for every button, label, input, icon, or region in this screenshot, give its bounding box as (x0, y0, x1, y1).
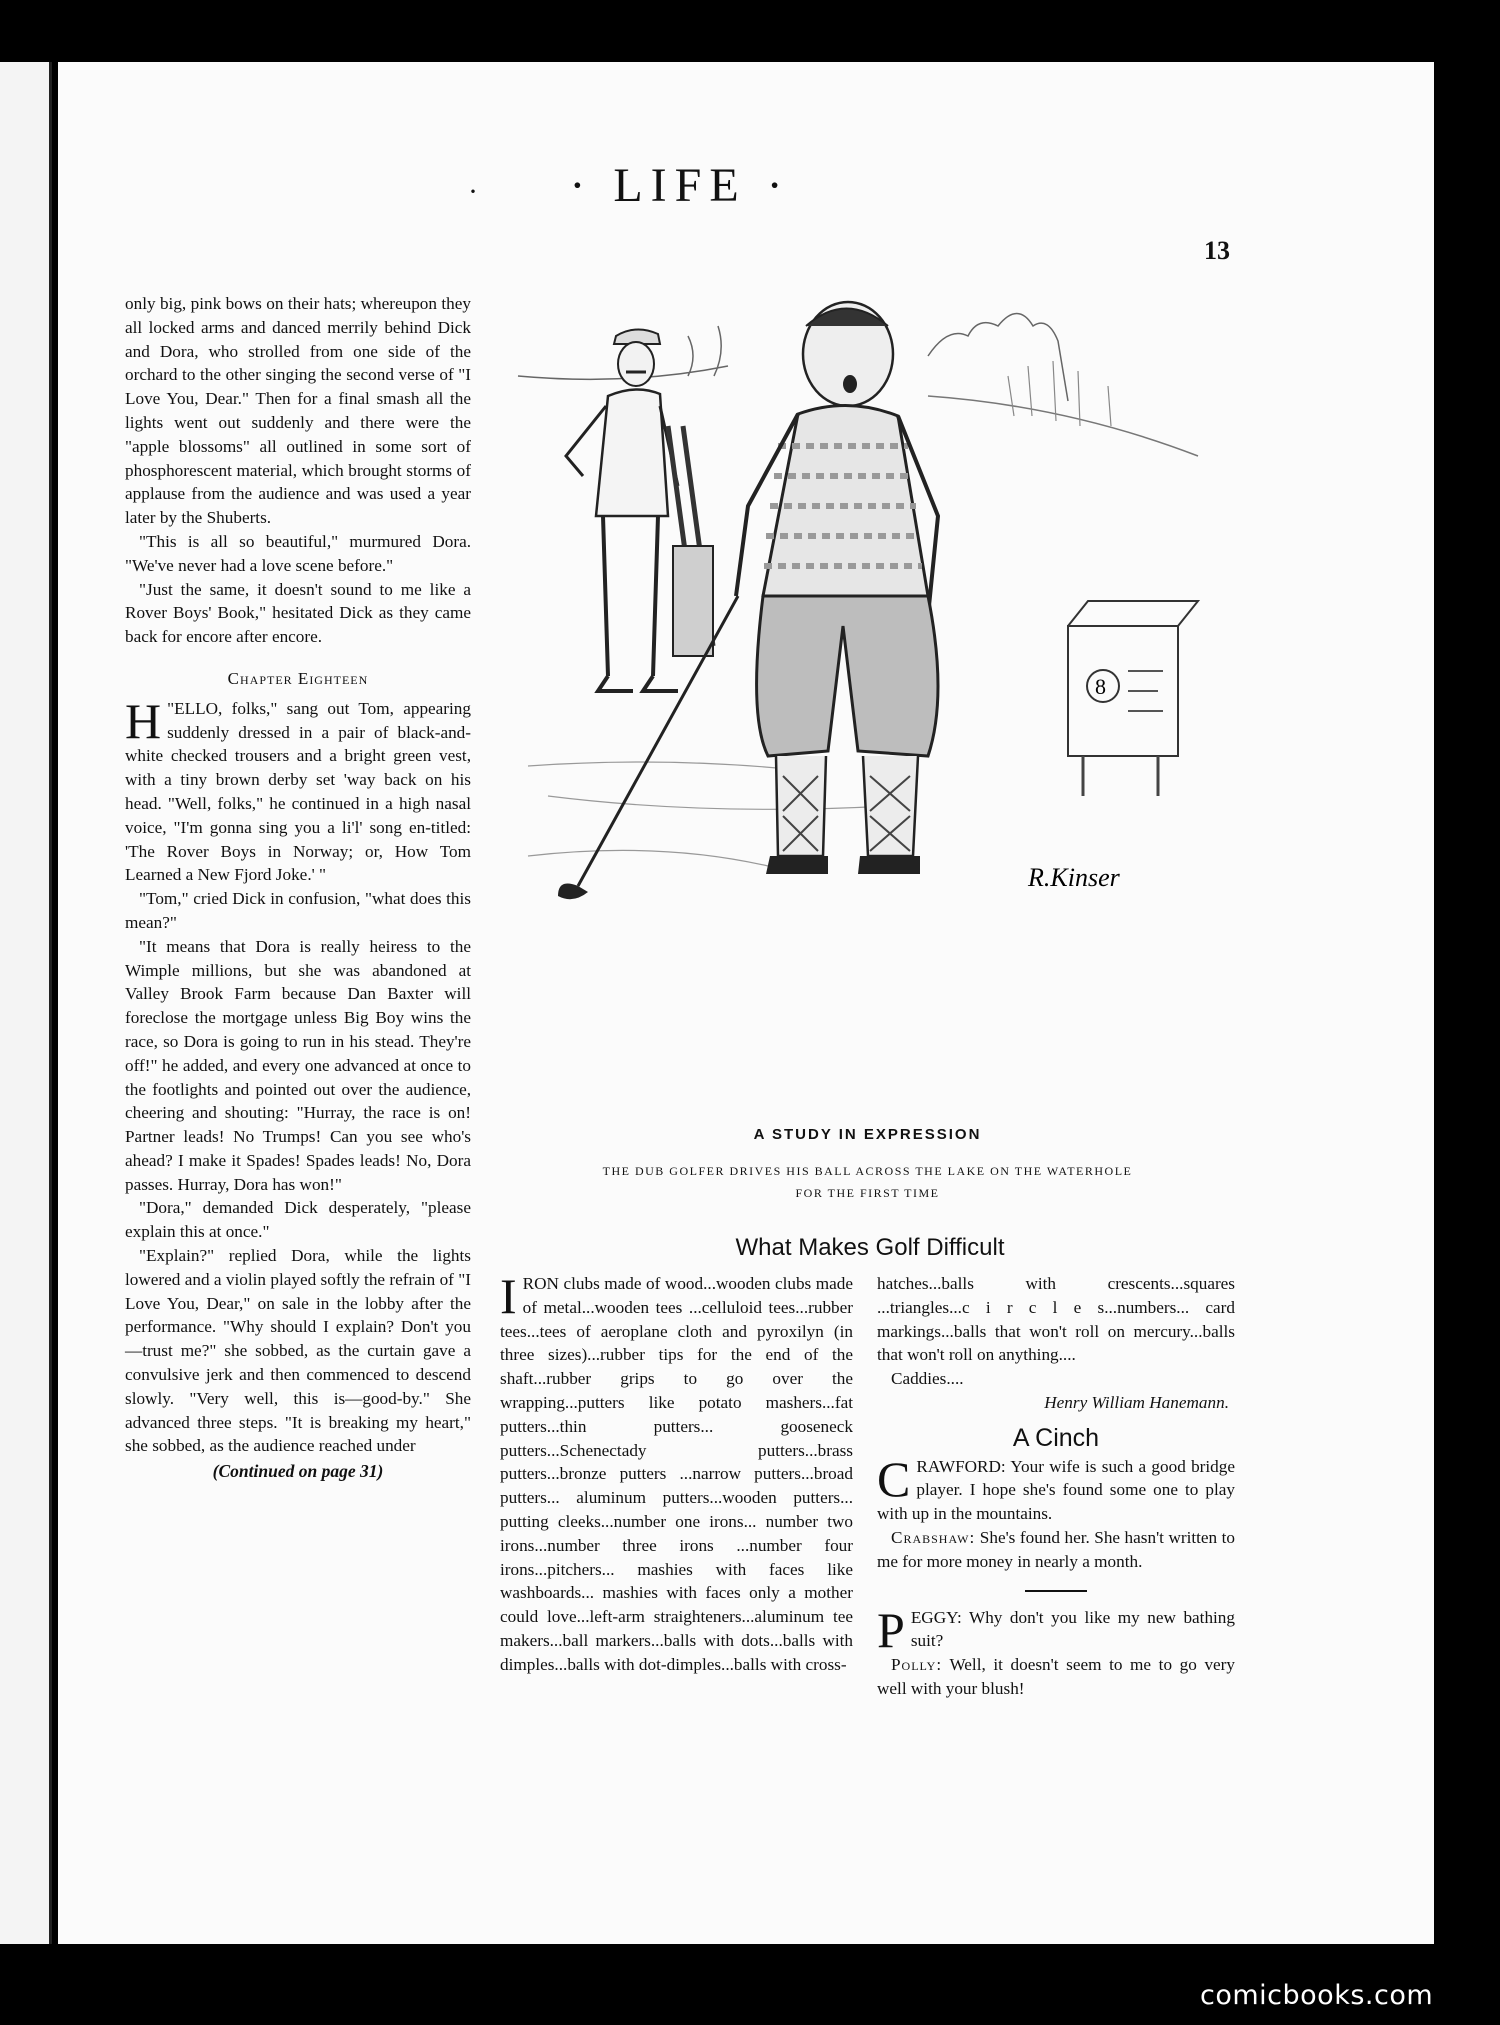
speaker-name: Polly: (891, 1655, 943, 1675)
chapter-heading: Chapter Eighteen (227, 668, 369, 688)
cartoon-caption-title: A STUDY IN EXPRESSION (753, 1126, 982, 1143)
cartoon-caption-subtitle (555, 1160, 1180, 1204)
drop-cap: C (877, 1450, 911, 1507)
caddie-figure (566, 329, 713, 691)
golf-article-body (500, 1268, 853, 1677)
story-paragraph: " H ELLO, folks," sang out Tom, appearing suddenly dressed in a pair of black-and-white checked trousers and a bright green vest, with a tiny brown derby set 'way back on his head. "Well, folks," he continued in a high nasal voice, "I'm gonna sing you a li'l' song en-titled: 'The Rover Boys in Norway; or, How Tom Learned a New Fjord Joke.' " (125, 692, 471, 885)
story-text: ELLO, folks," sang out Tom, appearing suddenly dressed in a pair of black-and-white checked trousers and a bright green vest, with a tiny brown derby set 'way back on his head. "Well, folks," he continued in a high nasal voice, "I'm gonna sing you a li'l' song en-titled: 'The Rover Boys in Norway; or, How Tom Learned a New Fjord Joke.' " (125, 698, 471, 885)
golf-article-author: Henry William Hanemann. (1044, 1392, 1229, 1412)
peggy-text: Well, it doesn't seem to me to go very well with your blush! (877, 1655, 1235, 1698)
artist-signature: R.Kinser (1028, 863, 1120, 892)
cinch-paragraph (877, 1450, 1235, 1526)
golf-article-caddies: Caddies.... (891, 1369, 964, 1389)
drop-cap: I (500, 1268, 517, 1324)
story-paragraph: "Dora," demanded Dick desperately, "please explain this at once." (125, 1198, 471, 1242)
peggy-paragraph (877, 1601, 1235, 1658)
section-divider (1025, 1590, 1087, 1592)
site-watermark: comicbooks.com (1200, 1980, 1434, 2011)
page-number: 13 (1204, 236, 1230, 265)
golf-article-column (500, 1268, 853, 1677)
golf-article-continuation: hatches...balls with crescents...squares ...triangles...c i r c l e s...numbers... card markings...balls that won't roll on mercury...balls that won't roll on anything.... (877, 1274, 1235, 1365)
story-paragraph: "Explain?" replied Dora, while the lights lowered and a violin played softly the refrain of "I Love You, Dear," on sale in the lobby after the performance. "Why should I explain? Don't you—trust me?" she sobbed, as the curtain gave a convulsive jerk and then commenced to descend slowly. "Very well, this is—good-by." She advanced three steps. "It is breaking my heart," she sobbed, as the audience reached under (125, 1246, 471, 1456)
story-paragraph: "Just the same, it doesn't sound to me like a Rover Boys' Book," hesitated Dick as they came back for encore after encore. (125, 579, 471, 647)
golf-article-text: RON clubs made of wood...wooden clubs made of metal...wooden tees ...celluloid tees...rubber tees...tees of aeroplane cloth and pyroxilyn (in three sizes)...rubber tips for the end of the shaft...rubber grips to go over the wrapping...putters like potato mashers...fat putters...thin putters... gooseneck putters...Schenectady putters...brass putters...bronze putters ...narrow putters...broad putters... aluminum putters...wooden putters... putting cleeks...number one irons... number two irons...number three irons ...number four irons...pitchers... mashies with faces like washboards... mashies with faces only a mother could love...left-arm straighteners...aluminum tee makers...ball markers...balls with dots...balls with dimples...balls with dot-dimples...balls with cross- (500, 1274, 853, 1674)
story-paragraph: only big, pink bows on their hats; whereupon they all locked arms and danced merrily behind Dick and Dora, who strolled from one side of the orchard to the other singing the second verse of "I Love You, Dear." Then for a final smash all the lights went out suddenly and there were the "apple blossoms" all outlined in some sort of phosphorescent material, which brought storms of applause from the audience and was used a year later by the Shuberts. (125, 294, 471, 528)
caption-line: FOR THE FIRST TIME (795, 1186, 940, 1200)
peggy-paragraph (877, 1653, 1235, 1701)
magazine-title: · LIFE · (569, 159, 791, 212)
cinch-text: She's found her. She hasn't written to me for more money in nearly a month. (877, 1527, 1235, 1571)
story-paragraph: "It means that Dora is really heiress to the Wimple millions, but she was abandoned at Valley Brook Farm because Dan Baxter will foreclose the mortgage unless Big Boy wins the race, so Dora is going to run in his stead. They're off!" he added, and every one advanced at once to the footlights and pointed out over the audience, cheering and shouting: "Hurray, the race is on! Partner leads! No Trumps! Can you see who's ahead? I make it Spades! Spades leads! No, Dora passes. Hurray, Dora has won!" (125, 936, 471, 1194)
golf-article-title: What Makes Golf Difficult (735, 1234, 1005, 1261)
cinch-paragraph (877, 1526, 1235, 1574)
caption-line: THE DUB GOLFER DRIVES HIS BALL ACROSS THE LAKE ON THE WATERHOLE (602, 1164, 1133, 1178)
speaker-name: Crabshaw: (891, 1527, 976, 1547)
story-paragraph: "Tom," cried Dick in confusion, "what does this mean?" (125, 889, 471, 932)
previous-page-edge (0, 62, 52, 1944)
peggy-text: EGGY: Why don't you like my new bathing suit? (910, 1607, 1235, 1651)
drop-cap: H (125, 692, 162, 749)
right-column (877, 1272, 1235, 1701)
cinch-text: RAWFORD: Your wife is such a good bridge player. I hope she's found some one to play with up in the mountains. (877, 1456, 1235, 1524)
golfer-cartoon-illustration (508, 296, 1208, 1106)
drop-cap: P (877, 1601, 905, 1658)
header-dot: · (468, 175, 478, 208)
continued-note: (Continued on page 31) (212, 1461, 384, 1482)
story-paragraph: "This is all so beautiful," murmured Dora. "We've never had a love scene before." (125, 531, 471, 575)
cinch-title: A Cinch (1012, 1423, 1100, 1452)
story-column (125, 292, 471, 1484)
sign-marking: 8 (1095, 674, 1106, 699)
